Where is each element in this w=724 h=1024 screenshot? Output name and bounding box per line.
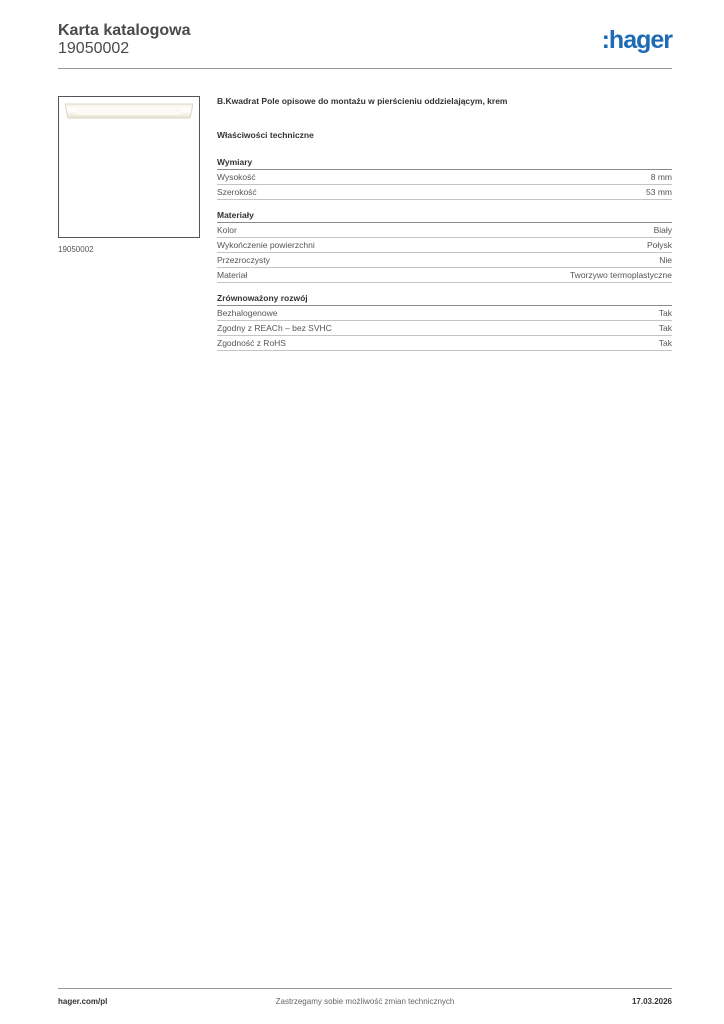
row-value: 8 mm — [650, 172, 672, 182]
group-zrownowazony-rozwoj — [217, 292, 672, 351]
section-title: Właściwości techniczne — [217, 130, 314, 140]
table-row — [217, 253, 672, 268]
footer-date: 17.03.2026 — [631, 997, 672, 1006]
page-footer — [58, 997, 672, 1009]
row-label: Kolor — [217, 225, 237, 235]
row-label: Bezhalogenowe — [217, 308, 278, 318]
row-label: Przezroczysty — [217, 255, 270, 265]
row-label: Wykończenie powierzchni — [217, 240, 315, 250]
row-value: Nie — [659, 255, 672, 265]
group-title: Zrównoważony rozwój — [217, 292, 672, 306]
page-header — [58, 20, 672, 68]
product-thumbnail — [58, 96, 200, 238]
footer-disclaimer: Zastrzegamy sobie możliwość zmian technicznych — [275, 997, 455, 1006]
table-row — [217, 336, 672, 351]
table-row — [217, 223, 672, 238]
hager-logo: :hager — [601, 26, 672, 54]
table-row — [217, 321, 672, 336]
row-value: Tak — [658, 308, 672, 318]
table-row — [217, 170, 672, 185]
footer-divider — [58, 988, 672, 989]
product-image-icon — [65, 103, 193, 119]
row-label: Materiał — [217, 270, 248, 280]
row-value: Tak — [658, 338, 672, 348]
group-title: Wymiary — [217, 156, 672, 170]
table-row — [217, 268, 672, 283]
table-row — [217, 185, 672, 200]
header-divider — [58, 68, 672, 69]
group-wymiary — [217, 156, 672, 200]
row-value: 53 mm — [646, 187, 672, 197]
product-name: B.Kwadrat Pole opisowe do montażu w pierścieniu oddzielającym, krem — [217, 96, 508, 106]
row-value: Tak — [658, 323, 672, 333]
row-label: Zgodność z RoHS — [217, 338, 286, 348]
table-row — [217, 306, 672, 321]
thumbnail-caption: 19050002 — [58, 245, 94, 254]
document-title: Karta katalogowa — [58, 22, 191, 39]
row-value: Biały — [653, 225, 672, 235]
row-label: Zgodny z REACh – bez SVHC — [217, 323, 332, 333]
document-number: 19050002 — [58, 40, 130, 57]
group-materialy — [217, 209, 672, 283]
footer-website-link[interactable]: hager.com/pl — [58, 997, 108, 1006]
table-row — [217, 238, 672, 253]
row-value: Tworzywo termoplastyczne — [569, 270, 672, 280]
row-label: Szerokość — [217, 187, 257, 197]
row-value: Połysk — [646, 240, 672, 250]
row-label: Wysokość — [217, 172, 256, 182]
group-title: Materiały — [217, 209, 672, 223]
